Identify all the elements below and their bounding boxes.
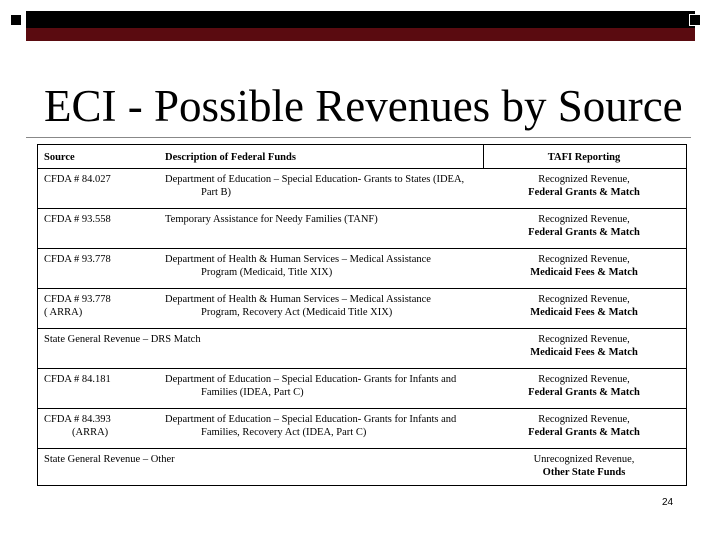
row-source	[44, 413, 159, 439]
row-description	[165, 413, 480, 439]
table-row	[38, 249, 686, 289]
table-row	[38, 289, 686, 329]
row-reporting-line2: Medicaid Fees & Match	[530, 307, 638, 318]
row-reporting	[484, 253, 684, 279]
row-reporting-line1: Recognized Revenue,	[538, 374, 630, 385]
row-description-line1: Department of Education – Special Education- Grants for Infants and	[165, 374, 457, 385]
row-reporting	[484, 453, 684, 479]
header-description: Description of Federal Funds	[165, 152, 296, 163]
row-reporting	[484, 333, 684, 359]
table-row	[38, 169, 686, 209]
table-row	[38, 369, 686, 409]
row-reporting-line1: Recognized Revenue,	[538, 254, 630, 265]
header-source: Source	[44, 152, 75, 163]
row-description-line2: Part B)	[201, 187, 232, 198]
row-description-line2: Families, Recovery Act (IDEA, Part C)	[201, 427, 367, 438]
row-description-line1: Department of Education – Special Education- Grants to States (IDEA,	[165, 174, 465, 185]
table-row	[38, 209, 686, 249]
row-description-line1: Temporary Assistance for Needy Families (TANF)	[165, 214, 378, 225]
table-row	[38, 329, 686, 369]
table-row	[38, 449, 686, 485]
table-row	[38, 409, 686, 449]
left-corner-box	[10, 14, 22, 26]
row-description-line2: Program, Recovery Act (Medicaid Title XIX)	[201, 307, 393, 318]
row-reporting	[484, 373, 684, 399]
page-number: 24	[662, 497, 674, 508]
row-reporting-line2: Other State Funds	[542, 467, 626, 478]
row-description-line2: Program (Medicaid, Title XIX)	[201, 267, 333, 278]
slide-title: ECI - Possible Revenues by Source	[44, 81, 683, 131]
row-source-line1: CFDA # 84.393	[44, 414, 111, 425]
row-description-line1: Department of Education – Special Education- Grants for Infants and	[165, 414, 457, 425]
row-reporting	[484, 173, 684, 199]
row-source	[44, 293, 159, 319]
row-source: CFDA # 93.778	[44, 254, 111, 265]
row-description	[165, 173, 480, 199]
title-rule	[26, 137, 691, 138]
header-divider	[483, 145, 484, 169]
row-reporting-line1: Unrecognized Revenue,	[533, 454, 635, 465]
row-description	[165, 253, 480, 279]
row-description-line1: Department of Health & Human Services – Medical Assistance	[165, 294, 431, 305]
row-source-line2: (ARRA)	[72, 427, 109, 438]
row-reporting-line2: Federal Grants & Match	[528, 427, 640, 438]
row-reporting	[484, 413, 684, 439]
row-reporting-line2: Federal Grants & Match	[528, 187, 640, 198]
row-source: CFDA # 93.558	[44, 214, 111, 225]
row-source: State General Revenue – DRS Match	[44, 334, 201, 345]
row-reporting-line2: Federal Grants & Match	[528, 387, 640, 398]
row-description	[165, 213, 480, 226]
top-banner-black	[26, 11, 695, 28]
row-description-line2: Families (IDEA, Part C)	[201, 387, 304, 398]
row-source-line1: CFDA # 93.778	[44, 294, 111, 305]
right-corner-box	[689, 14, 701, 26]
row-source: State General Revenue – Other	[44, 454, 175, 465]
row-reporting-line1: Recognized Revenue,	[538, 294, 630, 305]
row-reporting-line1: Recognized Revenue,	[538, 214, 630, 225]
row-reporting-line2: Federal Grants & Match	[528, 227, 640, 238]
row-source-line2: ( ARRA)	[44, 307, 83, 318]
table-header-row	[38, 145, 686, 169]
row-reporting-line2: Medicaid Fees & Match	[530, 267, 638, 278]
row-reporting	[484, 293, 684, 319]
top-banner-red	[26, 28, 695, 41]
row-source: CFDA # 84.181	[44, 374, 111, 385]
header-reporting: TAFI Reporting	[547, 152, 621, 163]
row-description-line1: Department of Health & Human Services – Medical Assistance	[165, 254, 431, 265]
row-reporting-line2: Medicaid Fees & Match	[530, 347, 638, 358]
row-reporting-line1: Recognized Revenue,	[538, 174, 630, 185]
row-source: CFDA # 84.027	[44, 174, 111, 185]
row-description	[165, 373, 480, 399]
revenue-table	[37, 144, 687, 486]
row-reporting	[484, 213, 684, 239]
row-description	[165, 293, 480, 319]
row-reporting-line1: Recognized Revenue,	[538, 414, 630, 425]
row-reporting-line1: Recognized Revenue,	[538, 334, 630, 345]
